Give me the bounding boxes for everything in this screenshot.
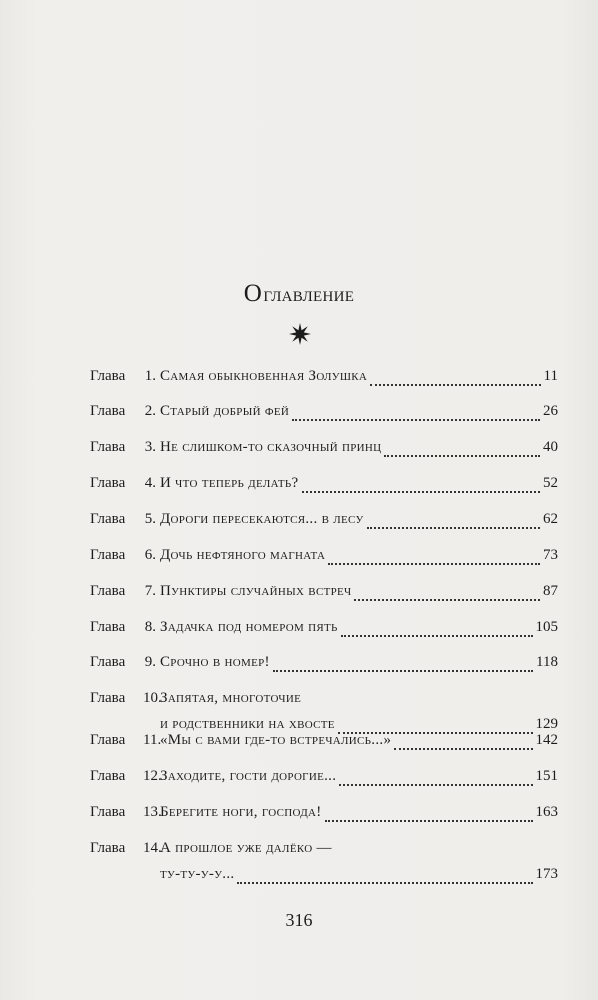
chapter-number: 1. [144,368,156,384]
chapter-title: «Мы с вами где-то встречались...» [160,732,392,748]
chapter-page-number: 163 [535,804,558,820]
chapter-page-number: 40 [543,439,558,455]
chapter-page-number: 118 [536,654,558,670]
chapter-number: 10. [143,690,162,706]
leader-dots [302,481,541,493]
chapter-title: Задачка под номером пять [160,619,338,635]
chapter-label: Глава [90,840,126,856]
leader-dots [292,409,540,421]
chapter-label: Глава [90,768,126,784]
chapter-page-number: 26 [543,403,558,419]
leader-dots [339,774,532,786]
leader-dots [325,810,533,822]
chapter-page-number: 11 [543,368,558,384]
chapter-number: 3. [144,439,156,455]
chapter-number: 11. [143,732,162,748]
chapter-label: Глава [90,654,126,670]
chapter-page-number: 142 [535,732,558,748]
leader-dots [237,872,532,884]
chapter-title: Старый добрый фей [160,403,290,419]
chapter-page-number: 105 [535,619,558,635]
chapter-number: 6. [144,547,156,563]
chapter-title-continued: ту-ту-у-у... [160,866,235,882]
chapter-number: 5. [144,511,156,527]
toc-heading [0,280,598,308]
chapter-title: Не слишком-то сказочный принц [160,439,382,455]
chapter-number: 14. [143,840,162,856]
chapter-title: Пунктиры случайных встреч [160,583,352,599]
eight-point-star-icon [289,323,311,345]
toc-heading-rest: главление [263,282,355,306]
chapter-page-number: 52 [543,475,558,491]
chapter-title: Самая обыкновенная Золушка [160,368,368,384]
chapter-page-number: 173 [535,866,558,882]
chapter-title: И что теперь делать? [160,475,299,491]
chapter-title: Дороги пересекаются... в лесу [160,511,364,527]
leader-dots [384,445,540,457]
chapter-title: Заходите, гости дорогие... [160,768,337,784]
leader-dots [341,625,533,637]
chapter-title: А прошлое уже далёко — [160,840,332,856]
chapter-label: Глава [90,439,126,455]
leader-dots [394,738,532,750]
chapter-title: Берегите ноги, господа! [160,804,322,820]
chapter-label: Глава [90,690,126,706]
chapter-label: Глава [90,583,126,599]
chapter-label: Глава [90,804,126,820]
chapter-title: Запятая, многоточие [160,690,302,706]
chapter-page-number: 73 [543,547,558,563]
chapter-number: 9. [144,654,156,670]
chapter-number: 4. [144,475,156,491]
toc-heading-initial: О [243,280,264,307]
leader-dots [367,517,540,529]
chapter-page-number: 151 [535,768,558,784]
chapter-title: Дочь нефтяного магната [160,547,326,563]
chapter-number: 13. [143,804,162,820]
leader-dots [328,553,540,565]
chapter-label: Глава [90,511,126,527]
chapter-number: 7. [144,583,156,599]
chapter-label: Глава [90,732,126,748]
chapter-page-number: 62 [543,511,558,527]
page-number: 316 [285,910,313,930]
chapter-title: Срочно в номер! [160,654,270,670]
chapter-label: Глава [90,619,126,635]
chapter-page-number: 129 [535,716,558,732]
chapter-label: Глава [90,475,126,491]
show-through-texture [60,58,580,80]
chapter-page-number: 87 [543,583,558,599]
chapter-label: Глава [90,368,126,384]
chapter-label: Глава [90,403,126,419]
chapter-number: 12. [143,768,162,784]
leader-dots [354,589,540,601]
leader-dots [273,660,533,672]
chapter-number: 2. [144,403,156,419]
chapter-label: Глава [90,547,126,563]
leader-dots [370,374,540,386]
chapter-title-continued: и родственники на хвосте [160,716,335,732]
chapter-number: 8. [144,619,156,635]
